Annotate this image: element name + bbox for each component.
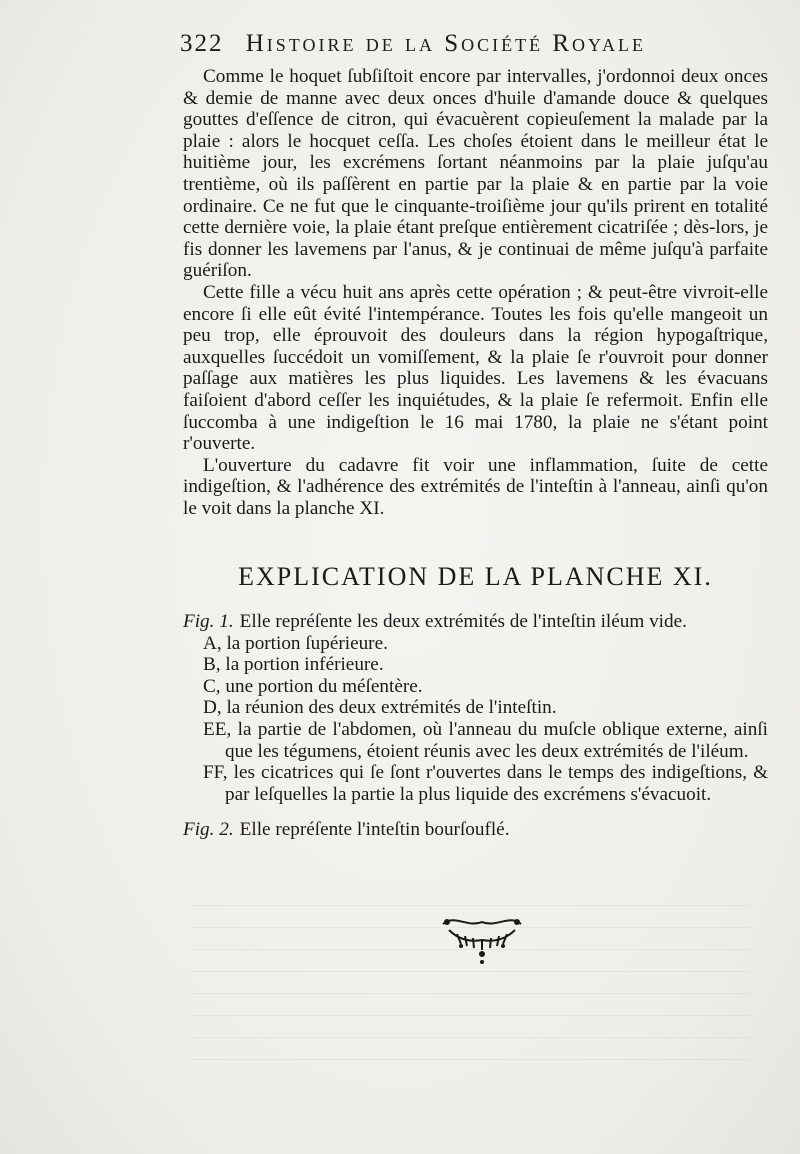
list-item: A, la portion ſupérieure. (203, 632, 388, 654)
running-head (180, 30, 740, 58)
figure-text: Elle repréſente l'inteſtin bourſouflé. (239, 819, 510, 841)
paragraph: Comme le hoquet ſubſiſtoit encore par intervalles, j'ordonnoi deux onces & demie de manne avec deux onces d'huile d'amande douce & quelques gouttes d'eſſence de citron, qui évacuèrent copieuſement la malade par la plaie : alors le hocquet ceſſa. Les choſes étoient dans le meilleur état le huitième jour, les excrémens ſortant néanmoins par la plaie juſqu'au trentième, où ils paſſèrent en partie par la plaie & en partie par la voie ordinaire. Ce ne fut que le cinquante-troiſième jour qu'ils prirent en totalité cette dernière voie, la plaie étant preſque entièrement cicatriſée ; dès-lors, je fis donner les lavemens par l'anus, & je continuai de même juſqu'à parfaite guériſon. (183, 66, 768, 282)
figure-caption (183, 819, 768, 841)
figure-text: Elle repréſente les deux extrémités de l'inteſtin iléum vide. (239, 611, 687, 632)
list-item: C, une portion du méſentère. (203, 675, 423, 697)
list-item: B, la portion inférieure. (203, 654, 384, 676)
list-item: D, la réunion des deux extrémités de l'inteſtin. (203, 697, 557, 719)
section-heading: EXPLICATION DE LA PLANCHE XI. (238, 562, 713, 591)
plate-explanation (183, 611, 768, 841)
figure-label: Fig. 1. (183, 611, 234, 632)
list-item: FF, les cicatrices qui ſe ſont r'ouvertes dans le temps des indigeſtions, & par leſquelles la partie la plus liquide des excrémens s'évacuoit. (203, 762, 768, 805)
paragraph: Cette fille a vécu huit ans après cette opération ; & peut-être vivroit-elle encore ſi elle eût évité l'intempérance. Toutes les fois qu'elle mangeoit un peu trop, elle éprouvoit des douleurs dans la région hypogaſtrique, auxquelles ſuccédoit un vomiſſement, & la plaie ſe r'ouvroit pour donner paſſage aux matières les plus liquides. Les lavemens & les évacuans faiſoient d'abord ceſſer les inquiétudes, & la plaie ſe refermoit. Enfin elle ſuccomba à une indigeſtion le 16 mai 1780, la plaie ne s'étant point r'ouverte. (183, 281, 768, 455)
page-number: 322 (180, 30, 224, 57)
printer-ornament-icon (437, 910, 527, 966)
figure-label: Fig. 2. (183, 819, 234, 841)
figure-caption (183, 611, 768, 633)
paragraph: L'ouverture du cadavre fit voir une inflammation, ſuite de cette indigeſtion, & l'adhérence des extrémités de l'inteſtin à l'anneau, ainſi qu'on le voit dans la planche XI. (183, 454, 768, 519)
running-title: Histoire de la Société Royale (245, 30, 647, 57)
list-item: EE, la partie de l'abdomen, où l'anneau du muſcle oblique externe, ainſi que les tégumens, étoient réunis avec les deux extrémités de l'iléum. (203, 718, 768, 762)
body-text (183, 66, 768, 519)
